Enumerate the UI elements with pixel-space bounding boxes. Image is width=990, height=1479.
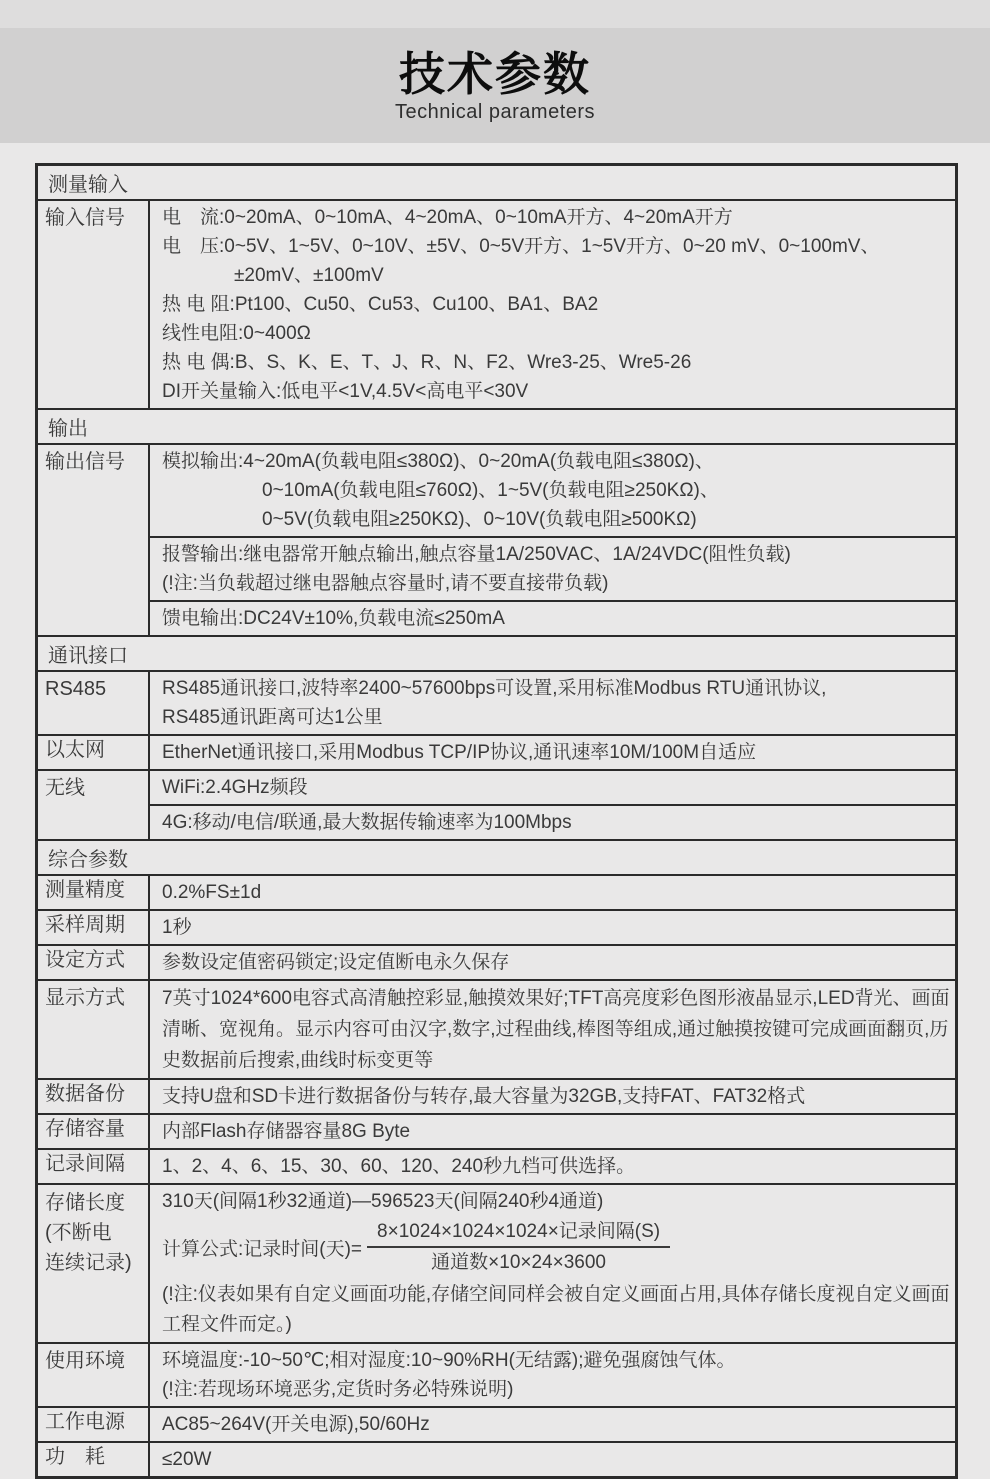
row-setting-mode: [38, 944, 955, 979]
row-label-storage-length: [38, 1185, 150, 1342]
row-input-signal: [38, 199, 955, 408]
row-label-sampling-period: 采样周期: [38, 911, 150, 944]
storage-length-label-line-1: 存储长度: [45, 1192, 125, 1214]
storage-length-formula: [162, 1218, 951, 1276]
input-voltage-line: 电 压:0~5V、1~5V、0~10V、±5V、0~5V开方、1~5V开方、0~20 mV、0~100mV、: [162, 236, 880, 257]
ethernet-value: EtherNet通讯接口,采用Modbus TCP/IP协议,通讯速率10M/100M自适应: [162, 742, 757, 763]
storage-capacity-value: 内部Flash存储器容量8G Byte: [162, 1121, 411, 1142]
sampling-period-value: 1秒: [162, 917, 192, 938]
row-label-display-mode: 显示方式: [38, 981, 150, 1078]
row-label-output-signal: 输出信号: [38, 445, 150, 635]
row-wireless: [38, 769, 955, 839]
wifi-value: WiFi:2.4GHz频段: [162, 777, 308, 798]
row-storage-capacity: [38, 1113, 955, 1148]
row-label-storage-capacity: 存储容量: [38, 1115, 150, 1148]
environment-line-2: (!注:若现场环境恶劣,定货时务必特殊说明): [162, 1379, 514, 1400]
input-di-line: DI开关量输入:低电平<1V,4.5V<高电平<30V: [162, 381, 529, 402]
row-label-rs485: RS485: [38, 672, 150, 734]
setting-mode-value: 参数设定值密码锁定;设定值断电永久保存: [162, 952, 510, 973]
feed-output-line: 馈电输出:DC24V±10%,负载电流≤250mA: [162, 608, 505, 629]
alarm-output-block: [150, 536, 955, 600]
formula-prefix: 计算公式:记录时间(天)=: [162, 1238, 363, 1260]
title-band: [0, 28, 990, 143]
alarm-output-line: 报警输出:继电器常开触点输出,触点容量1A/250VAC、1A/24VDC(阻性负载): [162, 544, 791, 565]
row-data-backup: [38, 1078, 955, 1113]
row-power-consumption: [38, 1441, 955, 1476]
spec-table: [35, 163, 958, 1479]
row-label-power-supply: 工作电源: [38, 1408, 150, 1441]
row-output-signal: [38, 443, 955, 635]
formula-denominator: 通道数×10×24×3600: [431, 1252, 606, 1273]
accuracy-value: 0.2%FS±1d: [162, 882, 262, 903]
power-consumption-value: ≤20W: [162, 1449, 212, 1470]
input-voltage-line-2: ±20mV、±100mV: [234, 265, 384, 286]
row-accuracy: [38, 874, 955, 909]
row-label-accuracy: 测量精度: [38, 876, 150, 909]
page-title: 技术参数: [399, 47, 591, 100]
row-record-interval: [38, 1148, 955, 1183]
page-subtitle: Technical parameters: [394, 100, 596, 123]
record-interval-value: 1、2、4、6、15、30、60、120、240秒九档可供选择。: [162, 1156, 636, 1177]
wifi-block: [150, 771, 955, 804]
analog-output-block: [150, 445, 955, 536]
row-power-supply: [38, 1406, 955, 1441]
analog-output-line-2: 0~10mA(负载电阻≤760Ω)、1~5V(负载电阻≥250KΩ)、: [262, 480, 719, 501]
formula-numerator: 8×1024×1024×1024×记录间隔(S): [367, 1218, 670, 1248]
storage-length-label-line-3: 连续记录): [45, 1252, 132, 1274]
row-display-mode: [38, 979, 955, 1078]
row-label-operating-environment: 使用环境: [38, 1344, 150, 1406]
storage-length-note: (!注:仪表如果有自定义画面功能,存储空间同样会被自定义画面占用,具体存储长度视自定义画面工程文件而定。): [162, 1284, 950, 1335]
input-current-line: 电 流:0~20mA、0~10mA、4~20mA、0~10mA开方、4~20mA开方: [162, 207, 733, 228]
power-supply-value: AC85~264V(开关电源),50/60Hz: [162, 1414, 430, 1435]
row-sampling-period: [38, 909, 955, 944]
top-strip: [0, 0, 990, 28]
section-header-general-parameters: 综合参数: [38, 839, 955, 874]
section-header-communication: 通讯接口: [38, 635, 955, 670]
input-rtd-line: 热 电 阻:Pt100、Cu50、Cu53、Cu100、BA1、BA2: [162, 294, 599, 315]
feed-output-block: [150, 600, 955, 635]
section-header-measurement-input: 测量输入: [48, 174, 128, 196]
row-label-setting-mode: 设定方式: [38, 946, 150, 979]
row-label-input-signal: 输入信号: [38, 201, 150, 408]
row-label-data-backup: 数据备份: [38, 1080, 150, 1113]
row-ethernet: [38, 734, 955, 769]
rs485-line-1: RS485通讯接口,波特率2400~57600bps可设置,采用标准Modbus RTU通讯协议,: [162, 678, 827, 699]
row-storage-length: [38, 1183, 955, 1342]
row-label-power-consumption: 功 耗: [38, 1443, 150, 1476]
input-linear-resistance-line: 线性电阻:0~400Ω: [162, 323, 311, 344]
formula-fraction: [367, 1218, 670, 1276]
alarm-output-note: (!注:当负载超过继电器触点容量时,请不要直接带负载): [162, 573, 609, 594]
row-label-ethernet: 以太网: [38, 736, 150, 769]
row-rs485: [38, 670, 955, 734]
analog-output-line-1: 模拟输出:4~20mA(负载电阻≤380Ω)、0~20mA(负载电阻≤380Ω)、: [162, 451, 714, 472]
row-operating-environment: [38, 1342, 955, 1406]
rs485-line-2: RS485通讯距离可达1公里: [162, 707, 383, 728]
cellular-block: [150, 804, 955, 839]
input-thermocouple-line: 热 电 偶:B、S、K、E、T、J、R、N、F2、Wre3-25、Wre5-26: [162, 352, 692, 373]
analog-output-line-3: 0~5V(负载电阻≥250KΩ)、0~10V(负载电阻≥500KΩ): [262, 509, 697, 530]
row-label-record-interval: 记录间隔: [38, 1150, 150, 1183]
section-header-output: 输出: [38, 408, 955, 443]
data-backup-value: 支持U盘和SD卡进行数据备份与转存,最大容量为32GB,支持FAT、FAT32格式: [162, 1086, 806, 1107]
storage-length-label-line-2: (不断电: [45, 1222, 112, 1244]
storage-length-range: 310天(间隔1秒32通道)—596523天(间隔240秒4通道): [162, 1191, 604, 1212]
row-label-wireless: 无线: [38, 771, 150, 839]
cellular-value: 4G:移动/电信/联通,最大数据传输速率为100Mbps: [162, 812, 572, 833]
environment-line-1: 环境温度:-10~50℃;相对湿度:10~90%RH(无结露);避免强腐蚀气体。: [162, 1350, 736, 1371]
display-mode-value: 7英寸1024*600电容式高清触控彩显,触摸效果好;TFT高亮度彩色图形液晶显示,LED背光、画面清晰、宽视角。显示内容可由汉字,数字,过程曲线,棒图等组成,通过触摸按键可完成画面翻页,历史数据前后搜索,曲线时标变更等: [162, 988, 950, 1071]
